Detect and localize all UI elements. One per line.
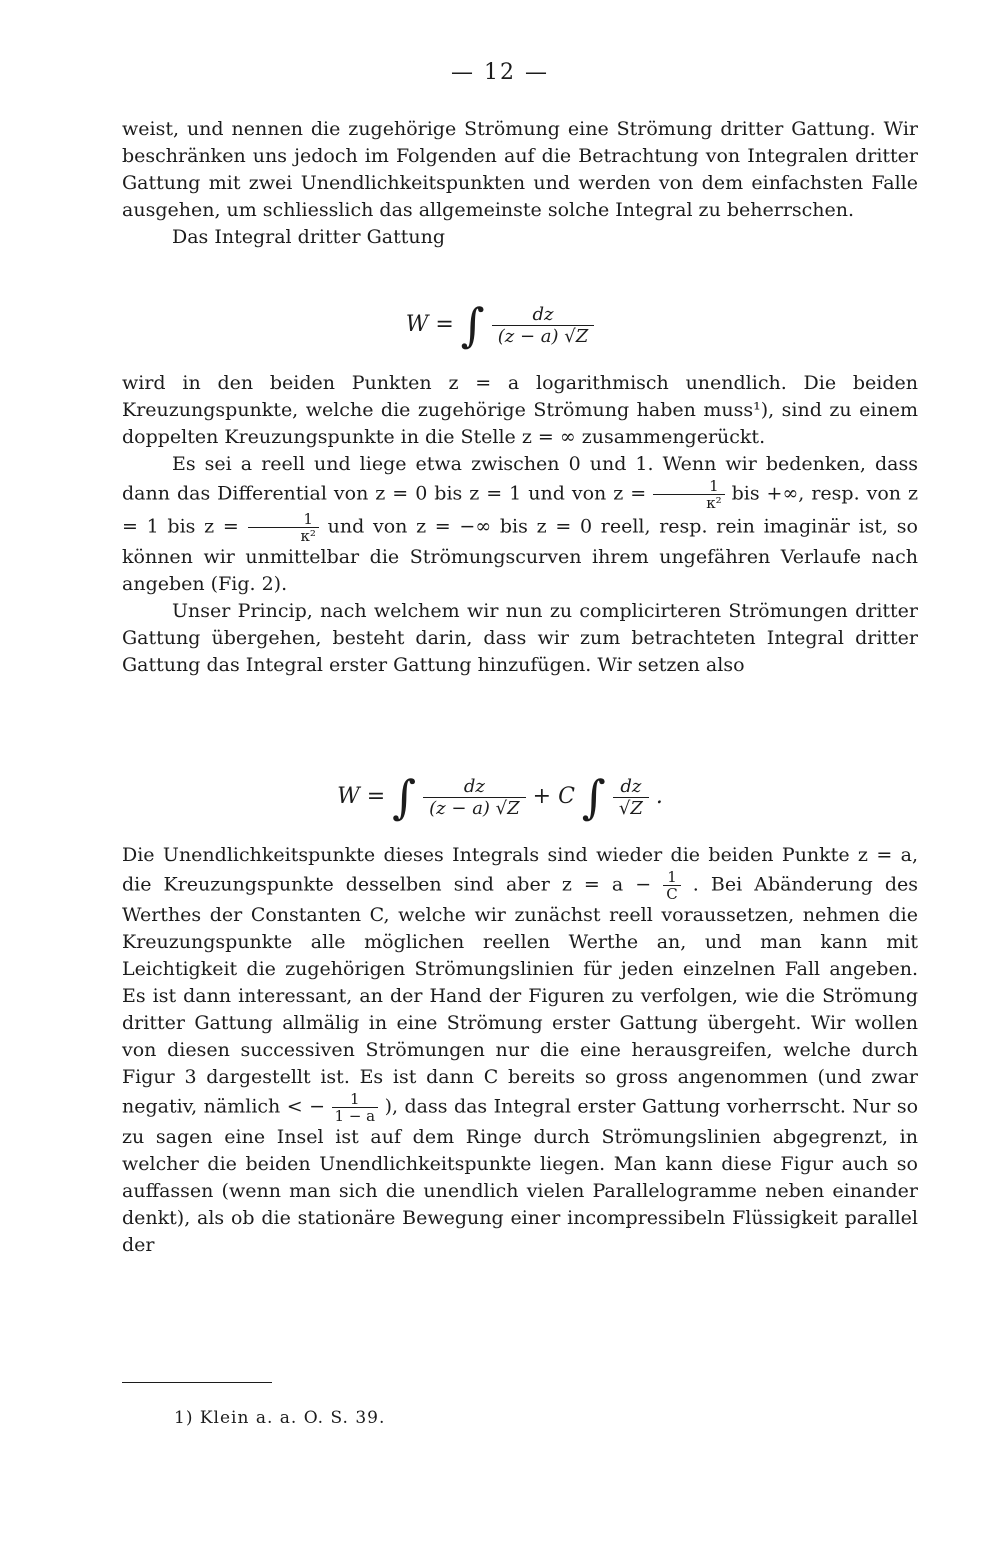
formula2-fraction-1: $\frac{dz}{(z - a) √Z}$	[423, 776, 525, 819]
fraction-one-over-c: $\frac{1}{C}$	[663, 869, 680, 902]
paragraph-2: Das Integral dritter Gattung	[172, 226, 446, 248]
fraction-minus-one-over-k2: $\frac{1}{\text{κ²}}$	[653, 478, 724, 511]
formula2-fraction-2: $\frac{dz}{√Z}$	[613, 776, 649, 819]
integral-sign-1: ∫	[392, 770, 417, 824]
formula-lhs: W =	[405, 312, 454, 337]
formula-fraction	[492, 304, 594, 347]
formula2-lhs: W =	[337, 784, 386, 809]
integral-sign: ∫	[460, 298, 485, 352]
paragraph-6-part-a: Die Unendlichkeitspunkte dieses Integrals sind wieder die beiden Punkte z = a, die Kreuzungspunkte desselben sind aber z = a −	[122, 844, 918, 896]
paragraph-6	[122, 842, 918, 1259]
paragraph-4-part-c: und von z = −∞ bis z = 0 reell, resp. rein imaginär ist, so können wir unmittelbar die Strömungscurven ihrem ungefähren Verlaufe nach angeben (Fig. 2).	[122, 515, 918, 595]
fraction-one-over-one-minus-a: $\frac{1}{1 - a}$	[332, 1091, 379, 1124]
paragraph-1: weist, und nennen die zugehörige Strömung eine Strömung dritter Gattung. Wir beschränken uns jedoch im Folgenden auf die Betrachtung von Integralen dritter Gattung mit zwei Unendlichkeitspunkten und werden von dem einfachsten Falle ausgehen, um schliesslich das allgemeinste solche Integral zu beherrschen.	[122, 118, 918, 221]
paragraph-4	[122, 451, 918, 598]
formula-integral-sum: W = ∫ $\frac{dz}{(z - a) √Z}$ + C ∫ $\frac{dz}{√Z}$ .	[337, 770, 663, 824]
paragraph-6-part-c: ), dass das Integral erster Gattung vorherrscht. Nur so zu sagen eine Insel ist auf dem Ringe durch Strömungslinien abgegrenzt, in welcher die beiden Unendlichkeitspunkte liegen. Man kann diese Figur auch so auffassen (wenn man sich die unendlich vielen Parallelogramme neben einander denkt), als ob die stationäre Bewegung einer incompressibeln Flüssigkeit parallel der	[122, 1095, 919, 1256]
paragraph-intro	[122, 116, 918, 251]
fraction-one-over-k2: $\frac{1}{\text{κ²}}$	[248, 511, 319, 544]
integral-sign-2: ∫	[581, 770, 606, 824]
formula2-plus-c: + C	[532, 784, 575, 809]
paragraph-final	[122, 842, 918, 1259]
page-number: — 12 —	[451, 60, 549, 85]
footnote-rule	[122, 1382, 272, 1383]
formula-denominator: (z − a) √Z	[497, 325, 589, 347]
formula-integral-third-kind	[0, 298, 1000, 352]
footnote: 1) Klein a. a. O. S. 39.	[174, 1408, 386, 1428]
formula-numerator: dz	[492, 304, 594, 326]
paragraph-6-part-b: . Bei Abänderung des Werthes der Constanten C, welche wir zunächst reell voraussetzen, nehmen die Kreuzungspunkte alle möglichen reellen Werthe an, und man kann mit Leichtigkeit die zugehörigen Strömungslinien für jeden einzelnen Fall angeben. Es ist dann interessant, an der Hand der Figuren zu verfolgen, wie die Strömung dritter Gattung allmälig in eine Strömung erster Gattung übergeht. Wir wollen von diesen successiven Strömungen nur die eine herausgreifen, welche durch Figur 3 dargestellt ist. Es ist dann C bereits so gross angenommen (und zwar negativ, nämlich < −	[122, 873, 919, 1118]
paragraph-4-part-a: Es sei a reell und liege etwa zwischen 0 und 1. Wenn wir bedenken, dass dann das Differential von z = 0 bis z = 1 und von z =	[122, 453, 918, 505]
paragraph-5: Unser Princip, nach welchem wir nun zu complicirteren Strömungen dritter Gattung übergehen, besteht darin, dass wir zum betrachteten Integral dritter Gattung das Integral erster Gattung hinzufügen. Wir setzen also	[122, 600, 918, 676]
paragraph-middle	[122, 370, 918, 679]
paragraph-4-part-b: bis +∞, resp. von z = 1 bis z =	[122, 482, 919, 538]
paragraph-3: wird in den beiden Punkten z = a logarithmisch unendlich. Die beiden Kreuzungspunkte, welche die zugehörige Strömung haben muss¹), sind zu einem doppelten Kreuzungspunkte in die Stelle z = ∞ zusammengerückt.	[122, 372, 918, 448]
